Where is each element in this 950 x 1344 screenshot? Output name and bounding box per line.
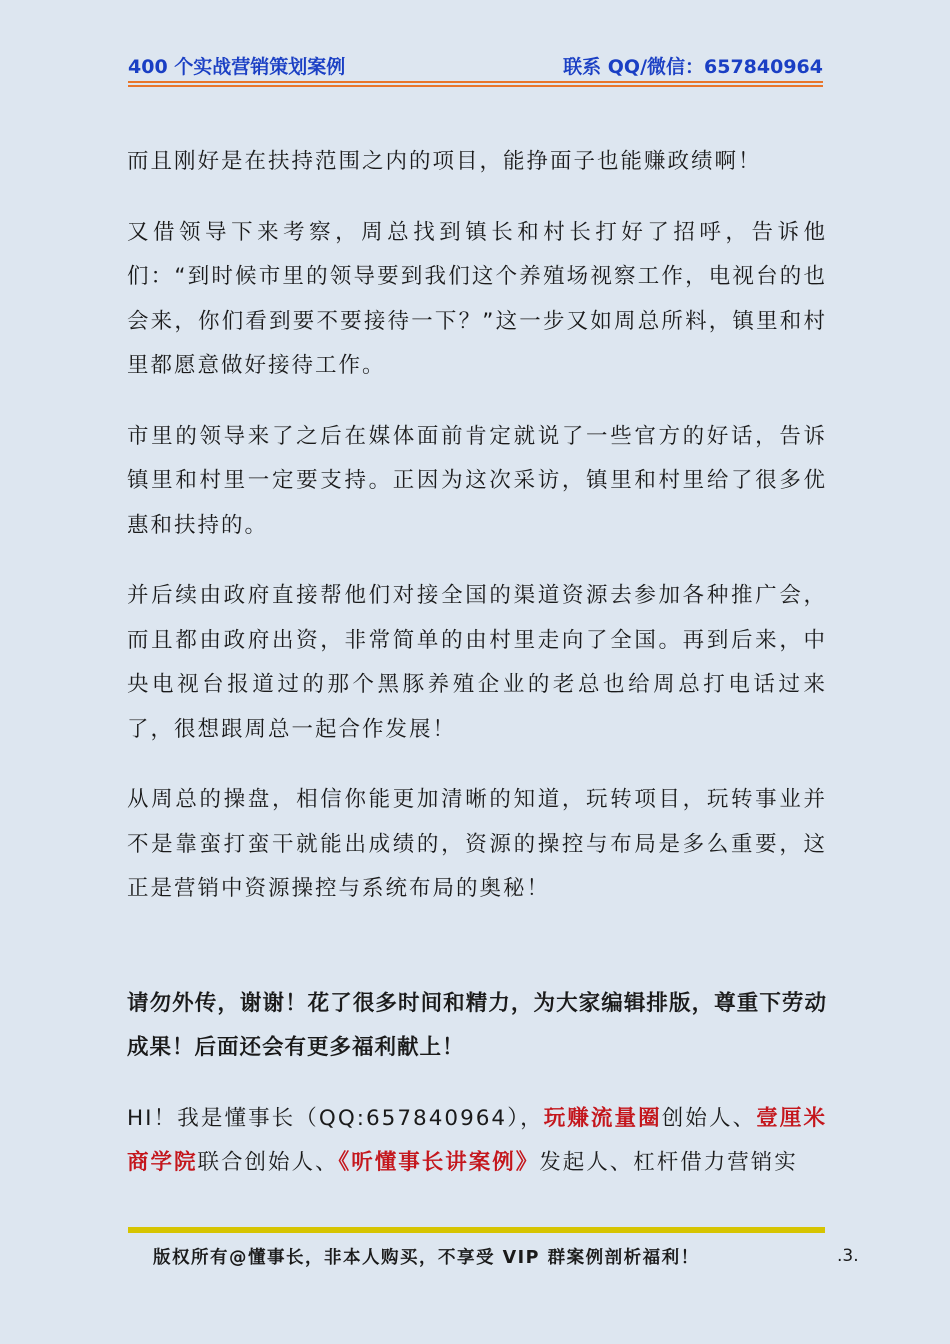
author-intro [127,1097,827,1186]
intro-text-1: HI！我是懂事长（QQ:657840964）， [127,1105,544,1131]
intro-highlight-1: 玩赚流量圈 [543,1105,662,1131]
paragraph-5: 从周总的操盘，相信你能更加清晰的知道，玩转项目，玩转事业并不是靠蛮打蛮干就能出成绩的，资源的操控与布局是多么重要，这正是营销中资源操控与系统布局的奥秘！ [127,787,827,901]
intro-highlight-3: 《听懂事长讲案例》 [338,1150,540,1175]
article-body [127,140,827,1212]
section-spacer [127,938,827,982]
copyright-notice: 请勿外传，谢谢！花了很多时间和精力，为大家编辑排版，尊重下劳动成果！后面还会有更多福利献上！ [127,990,827,1060]
footer-divider [128,1227,825,1233]
paragraph-3: 市里的领导来了之后在媒体面前肯定就说了一些官方的好话，告诉镇里和村里一定要支持。正因为这次采访，镇里和村里给了很多优惠和扶持的。 [127,423,827,538]
intro-text-4: 发起人、杠杆借力营销实 [539,1150,798,1175]
page-number: .3. [837,1246,859,1266]
paragraph-4: 并后续由政府直接帮他们对接全国的渠道资源去参加各种推广会，而且都由政府出资，非常简单的由村里走向了全国。再到后来，中央电视台报道过的那个黑豚养殖企业的老总也给周总打电话过来了，很想跟周总一起合作发展！ [127,583,827,742]
header-divider-top [128,81,823,83]
intro-highlight-2: 壹厘米商学院 [127,1105,827,1175]
header-title: 400 个实战营销策划案例 [128,56,346,78]
intro-text-3: 联合创始人、 [197,1150,339,1175]
intro-text-2: 创始人、 [661,1105,757,1131]
page-header [128,52,823,82]
header-contact: 联系 QQ/微信：657840964 [563,56,823,78]
header-divider-bottom [128,85,823,87]
paragraph-2: 又借领导下来考察，周总找到镇长和村长打好了招呼，告诉他们：“到时候市里的领导要到我们这个养殖场视察工作，电视台的也会来，你们看到要不要接待一下？”这一步又如周总所料，镇里和村里都愿意做好接待工作。 [127,219,827,378]
footer-copyright: 版权所有@懂事长，非本人购买，不享受 VIP 群案例剖析福利！ [153,1248,700,1268]
paragraph-1: 而且刚好是在扶持范围之内的项目，能挣面子也能赚政绩啊！ [127,149,762,174]
